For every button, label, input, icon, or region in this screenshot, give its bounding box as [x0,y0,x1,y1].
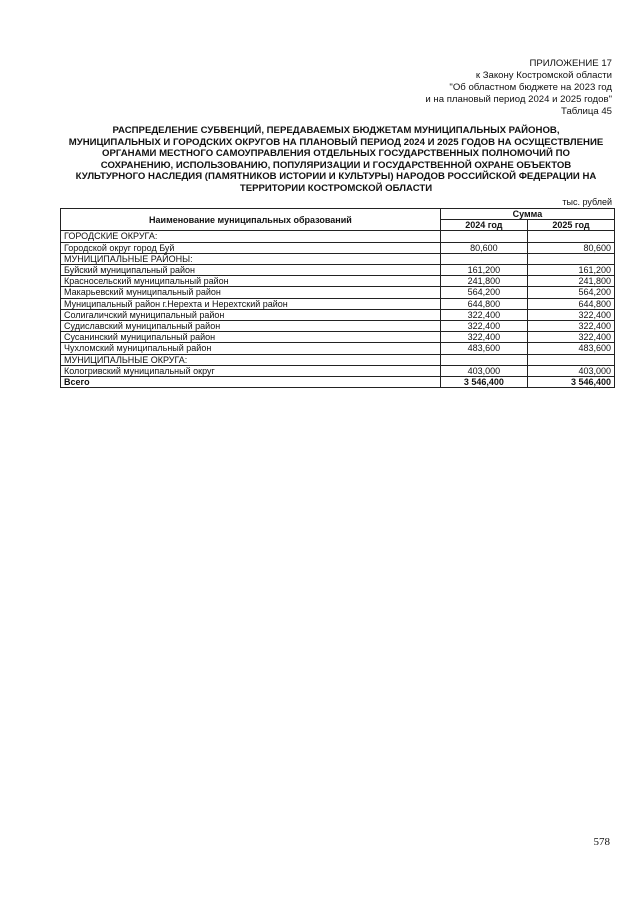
row-value-2025 [527,253,614,264]
table-row [61,321,615,332]
row-name: Кологривский муниципальный округ [61,365,441,376]
table-row [61,298,615,309]
units-label: тыс. рублей [562,197,612,207]
page-number: 578 [593,836,610,848]
row-value-2025: 322,400 [527,332,614,343]
header-2025: 2025 год [527,220,614,231]
row-value-2024: 241,800 [440,276,527,287]
table-row [61,242,615,253]
table-row-total [61,377,615,388]
row-value-2024: 564,200 [440,287,527,298]
table-row [61,343,615,354]
header-name: Наименование муниципальных образований [61,209,441,231]
title-line-1: РАСПРЕДЕЛЕНИЕ СУБВЕНЦИЙ, ПЕРЕДАВАЕМЫХ БЮДЖЕТАМ МУНИЦИПАЛЬНЫХ РАЙОНОВ, [112,125,560,136]
row-name: ГОРОДСКИЕ ОКРУГА: [61,231,441,242]
row-name: Красносельский муниципальный район [61,276,441,287]
row-value-2024: 322,400 [440,309,527,320]
row-value-2024: 322,400 [440,321,527,332]
title-line-3: ОРГАНАМИ МЕСТНОГО САМОУПРАВЛЕНИЯ ОТДЕЛЬНЫХ ГОСУДАРСТВЕННЫХ ПОЛНОМОЧИЙ ПО [102,148,570,160]
appendix-header [425,58,612,118]
row-value-2025: 403,000 [527,365,614,376]
appendix-line-5: Таблица 45 [561,106,612,117]
row-value-2024: 644,800 [440,298,527,309]
table-row [61,309,615,320]
row-name: Буйский муниципальный район [61,265,441,276]
row-value-2024 [440,354,527,365]
row-value-2024: 80,600 [440,242,527,253]
table-row [61,253,615,264]
table-body [61,231,615,388]
table-row [61,365,615,376]
title-line-6: ТЕРРИТОРИИ КОСТРОМСКОЙ ОБЛАСТИ [239,182,433,194]
row-name: Макарьевский муниципальный район [61,287,441,298]
row-name: Городской округ город Буй [61,242,441,253]
document-title [56,125,616,195]
header-2024: 2024 год [440,220,527,231]
total-name: Всего [61,377,441,388]
row-name: МУНИЦИПАЛЬНЫЕ ОКРУГА: [61,354,441,365]
row-value-2025: 161,200 [527,265,614,276]
table-row [61,231,615,242]
row-value-2025: 644,800 [527,298,614,309]
appendix-line-3: "Об областном бюджете на 2023 год [449,82,612,93]
row-name: Чухломский муниципальный район [61,343,441,354]
row-value-2024: 483,600 [440,343,527,354]
total-value-2025: 3 546,400 [527,377,614,388]
table-row [61,354,615,365]
row-value-2025 [527,354,614,365]
appendix-line-1: ПРИЛОЖЕНИЕ 17 [529,58,612,69]
title-line-4: СОХРАНЕНИЮ, ИСПОЛЬЗОВАНИЮ, ПОПУЛЯРИЗАЦИИ И ГОСУДАРСТВЕННОЙ ОХРАНЕ ОБЪЕКТОВ [100,159,572,171]
table-row [61,265,615,276]
row-name: Муниципальный район г.Нерехта и Нерехтский район [61,298,441,309]
row-value-2025: 80,600 [527,242,614,253]
row-value-2024 [440,231,527,242]
row-value-2025 [527,231,614,242]
row-name: Сусанинский муниципальный район [61,332,441,343]
table-row [61,332,615,343]
title-line-5: КУЛЬТУРНОГО НАСЛЕДИЯ (ПАМЯТНИКОВ ИСТОРИИ И КУЛЬТУРЫ) НАРОДОВ РОССИЙСКОЙ ФЕДЕРАЦИИ НА [75,171,597,183]
total-value-2024: 3 546,400 [440,377,527,388]
row-value-2024: 403,000 [440,365,527,376]
row-value-2024: 161,200 [440,265,527,276]
row-value-2025: 564,200 [527,287,614,298]
subvention-table [60,208,615,388]
row-value-2025: 322,400 [527,321,614,332]
appendix-line-2: к Закону Костромской области [475,70,612,81]
row-value-2025: 483,600 [527,343,614,354]
table-row [61,276,615,287]
title-line-2: МУНИЦИПАЛЬНЫХ И ГОРОДСКИХ ОКРУГОВ НА ПЛАНОВЫЙ ПЕРИОД 2024 И 2025 ГОДОВ НА ОСУЩЕСТВЛЕНИЕ [68,136,604,148]
row-name: Судиславский муниципальный район [61,321,441,332]
row-value-2024 [440,253,527,264]
header-sum: Сумма [440,209,614,220]
row-name: МУНИЦИПАЛЬНЫЕ РАЙОНЫ: [61,253,441,264]
row-name: Солигаличский муниципальный район [61,309,441,320]
table-row [61,287,615,298]
row-value-2025: 241,800 [527,276,614,287]
row-value-2025: 322,400 [527,309,614,320]
row-value-2024: 322,400 [440,332,527,343]
appendix-line-4: и на плановый период 2024 и 2025 годов" [425,94,612,105]
